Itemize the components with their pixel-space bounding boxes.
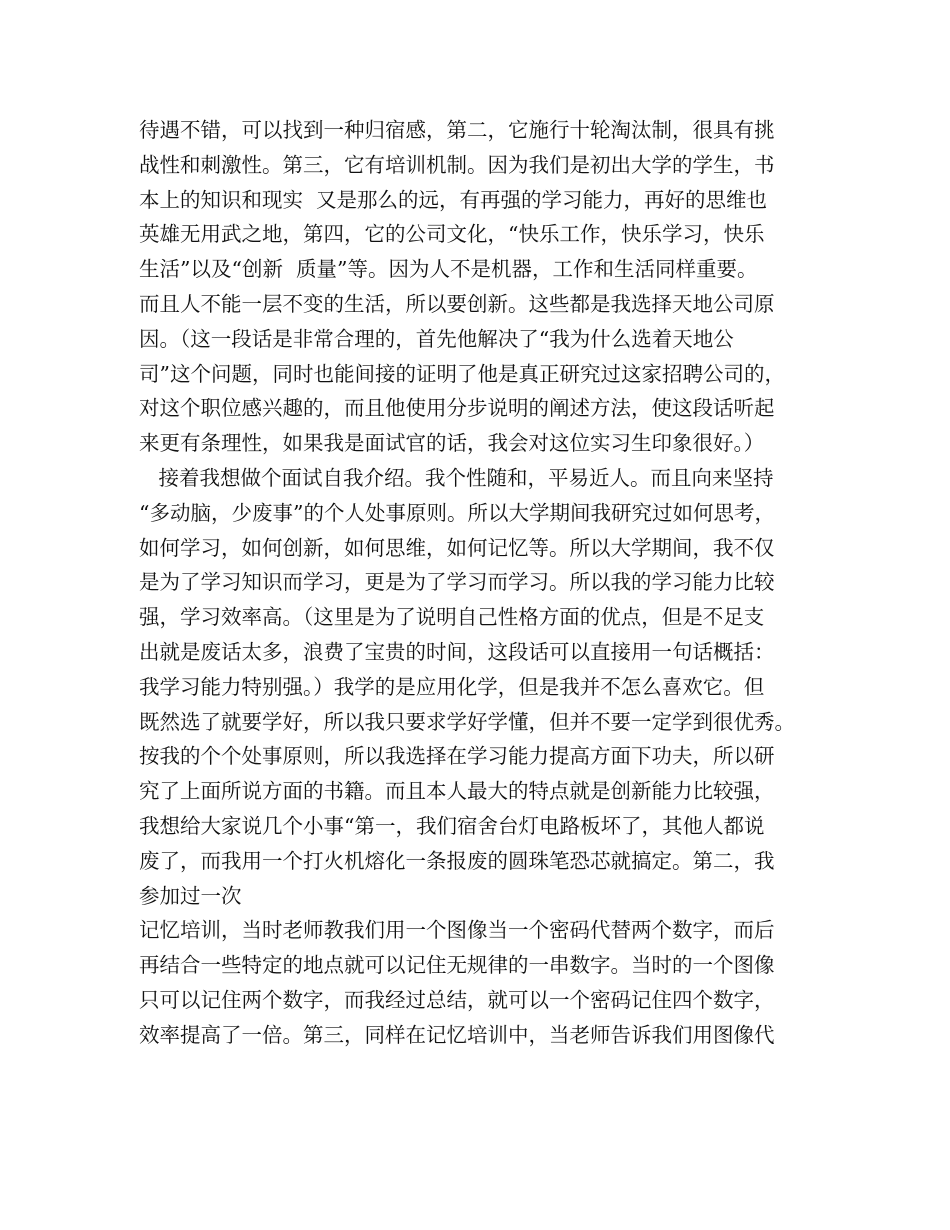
text-line: 是为了学习知识而学习，更是为了学习而学习。所以我的学习能力比较 <box>139 570 775 595</box>
text-line: 待遇不错，可以找到一种归宿感，第二，它施行十轮淘汰制，很具有挑 <box>139 118 775 142</box>
text-line: 来更有条理性，如果我是面试官的话，我会对这位实习生印象很好。） <box>139 431 765 456</box>
text-line: 对这个职位感兴趣的，而且他使用分步说明的阐述方法，使这段话听起 <box>139 396 775 421</box>
text-line: 强，学习效率高。（这里是为了说明自己性格方面的优点，但是不足支 <box>139 605 765 630</box>
text-line: 而且人不能一层不变的生活，所以要创新。这些都是我选择天地公司原 <box>139 291 775 316</box>
text-line: 废了，而我用一个打火机熔化一条报废的圆珠笔恐芯就搞定。第二，我 <box>139 848 775 873</box>
text-line: 记忆培训，当时老师教我们用一个图像当一个密码代替两个数字，而后 <box>139 918 775 943</box>
text-line: 因。（这一段话是非常合理的，首先他解决了“我为什么选着天地公 <box>139 326 734 351</box>
text-line: 战性和刺激性。第三，它有培训机制。因为我们是初出大学的学生，书 <box>139 152 775 177</box>
text-line: 本上的知识和现实 又是那么的远，有再强的学习能力，再好的思维也 <box>139 187 768 212</box>
text-line: 我学习能力特别强。）我学的是应用化学，但是我并不怎么喜欢它。但 <box>139 674 765 699</box>
text-line: 效率提高了一倍。第三，同样在记忆培训中，当老师告诉我们用图像代 <box>139 1022 775 1047</box>
text-line: 出就是废话太多，浪费了宝贵的时间，这段话可以直接用一句话概括： <box>139 639 775 664</box>
text-line: 如何学习，如何创新，如何思维，如何记忆等。所以大学期间，我不仅 <box>139 535 775 560</box>
text-line: 司”这个问题，同时也能间接的证明了他是真正研究过这家招聘公司的， <box>139 361 785 386</box>
body-text <box>139 113 819 1053</box>
text-line: 生活”以及“创新 质量”等。因为人不是机器，工作和生活同样重要。 <box>139 257 758 282</box>
text-line: 只可以记住两个数字，而我经过总结，就可以一个密码记住四个数字， <box>139 987 775 1012</box>
text-line: 再结合一些特定的地点就可以记住无规律的一串数字。当时的一个图像 <box>139 953 775 978</box>
text-line: “多动脑，少废事”的个人处事原则。所以大学期间我研究过如何思考， <box>139 500 775 525</box>
text-line: 参加过一次 <box>139 883 242 908</box>
text-line: 接着我想做个面试自我介绍。我个性随和，平易近人。而且向来坚持 <box>139 465 774 490</box>
text-line: 英雄无用武之地，第四，它的公司文化，“快乐工作，快乐学习，快乐 <box>139 222 765 247</box>
text-line: 按我的个个处事原则，所以我选择在学习能力提高方面下功夫，所以研 <box>139 744 775 769</box>
text-line: 究了上面所说方面的书籍。而且本人最大的特点就是创新能力比较强， <box>139 779 775 804</box>
text-line: 既然选了就要学好，所以我只要求学好学懂，但并不要一定学到很优秀。 <box>139 709 795 734</box>
text-line: 我想给大家说几个小事“第一，我们宿舍台灯电路板坏了，其他人都说 <box>139 813 765 838</box>
